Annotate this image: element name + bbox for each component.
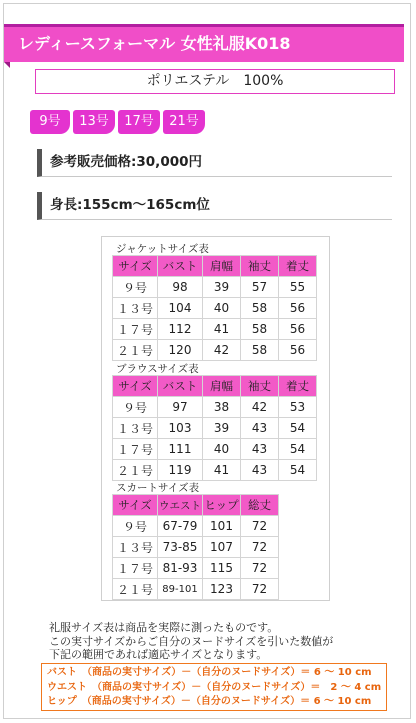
table-cell: 115 xyxy=(203,558,241,579)
table-cell: 72 xyxy=(241,579,279,600)
size-tab-13[interactable]: 13号 xyxy=(73,110,115,134)
table-header: ウエスト xyxy=(158,495,203,516)
table-header: ヒップ xyxy=(203,495,241,516)
table-header: 袖丈 xyxy=(241,376,279,397)
table-cell: 57 xyxy=(241,277,279,298)
skirt-table-title: スカートサイズ表 xyxy=(116,482,200,494)
table-cell: 42 xyxy=(203,340,241,361)
size-tab-17[interactable]: 17号 xyxy=(118,110,160,134)
page-title: レディースフォーマル 女性礼服K018 xyxy=(4,24,404,62)
table-cell: 39 xyxy=(203,277,241,298)
table-cell: ９号 xyxy=(113,516,158,537)
table-cell: 56 xyxy=(279,340,317,361)
table-header: 肩幅 xyxy=(203,376,241,397)
table-cell: 55 xyxy=(279,277,317,298)
formula-waist: ウエスト （商品の実寸サイズ）－（自分のヌードサイズ）＝ 2 ～ 4 cm xyxy=(47,681,382,693)
table-cell: 72 xyxy=(241,516,279,537)
table-cell: 41 xyxy=(203,319,241,340)
table-cell: 107 xyxy=(203,537,241,558)
table-cell: ２１号 xyxy=(113,579,158,600)
jacket-size-table xyxy=(112,255,317,361)
table-header: 着丈 xyxy=(279,376,317,397)
table-cell: 39 xyxy=(203,418,241,439)
formula-bust: バスト （商品の実寸サイズ）－（自分のヌードサイズ）＝ 6 ～ 10 cm xyxy=(47,667,372,678)
table-cell: ９号 xyxy=(113,277,158,298)
material-info: ポリエステル 100% xyxy=(35,69,395,94)
table-cell: 123 xyxy=(203,579,241,600)
table-cell: 41 xyxy=(203,460,241,481)
table-cell: 103 xyxy=(158,418,203,439)
table-cell: 40 xyxy=(203,439,241,460)
price-label: 参考販売価格:30,000円 xyxy=(37,149,392,177)
table-cell: 54 xyxy=(279,439,317,460)
table-cell: 97 xyxy=(158,397,203,418)
table-cell: ２１号 xyxy=(113,460,158,481)
table-header: 肩幅 xyxy=(203,256,241,277)
jacket-table-title: ジャケットサイズ表 xyxy=(116,243,209,255)
table-cell: 42 xyxy=(241,397,279,418)
size-chart xyxy=(101,236,330,601)
table-cell: 98 xyxy=(158,277,203,298)
table-cell: 54 xyxy=(279,418,317,439)
table-row xyxy=(113,558,279,579)
table-cell: １３号 xyxy=(113,418,158,439)
table-row xyxy=(113,439,317,460)
table-row xyxy=(113,537,279,558)
table-cell: 89-101 xyxy=(158,579,203,600)
table-cell: 56 xyxy=(279,319,317,340)
table-row xyxy=(113,298,317,319)
table-cell: 58 xyxy=(241,298,279,319)
table-header-row xyxy=(113,495,279,516)
table-cell: 43 xyxy=(241,418,279,439)
table-header-row xyxy=(113,376,317,397)
table-row xyxy=(113,397,317,418)
table-cell: 58 xyxy=(241,319,279,340)
note-line: この実寸サイズからご自分のヌードサイズを引いた数値が xyxy=(49,634,334,648)
table-cell: 53 xyxy=(279,397,317,418)
table-cell: 43 xyxy=(241,439,279,460)
table-row xyxy=(113,579,279,600)
table-row xyxy=(113,418,317,439)
table-cell: 101 xyxy=(203,516,241,537)
blouse-table-title: ブラウスサイズ表 xyxy=(116,363,199,375)
table-header: 袖丈 xyxy=(241,256,279,277)
table-cell: 38 xyxy=(203,397,241,418)
table-cell: 104 xyxy=(158,298,203,319)
table-cell: 56 xyxy=(279,298,317,319)
skirt-size-table xyxy=(112,494,279,600)
size-tab-9[interactable]: 9号 xyxy=(30,110,70,134)
table-cell: 72 xyxy=(241,537,279,558)
table-row xyxy=(113,277,317,298)
table-header: バスト xyxy=(158,376,203,397)
table-cell: 67-79 xyxy=(158,516,203,537)
table-cell: 111 xyxy=(158,439,203,460)
note-line: 下記の範囲であれば適応サイズとなります。 xyxy=(49,648,268,661)
title-fold-decoration xyxy=(4,62,10,68)
table-cell: 40 xyxy=(203,298,241,319)
table-cell: １７号 xyxy=(113,439,158,460)
table-cell: 81-93 xyxy=(158,558,203,579)
table-header: 着丈 xyxy=(279,256,317,277)
size-tab-21[interactable]: 21号 xyxy=(163,110,205,134)
blouse-size-table xyxy=(112,375,317,481)
table-cell: 120 xyxy=(158,340,203,361)
table-cell: 43 xyxy=(241,460,279,481)
table-row xyxy=(113,319,317,340)
table-cell: 73-85 xyxy=(158,537,203,558)
table-header-row xyxy=(113,256,317,277)
size-note xyxy=(49,621,333,662)
table-row xyxy=(113,516,279,537)
size-tabs xyxy=(30,110,205,134)
table-header: サイズ xyxy=(113,495,158,516)
table-cell: １７号 xyxy=(113,319,158,340)
table-header: サイズ xyxy=(113,256,158,277)
table-cell: 54 xyxy=(279,460,317,481)
table-cell: １３号 xyxy=(113,298,158,319)
table-cell: 58 xyxy=(241,340,279,361)
table-cell: 112 xyxy=(158,319,203,340)
table-cell: 119 xyxy=(158,460,203,481)
table-cell: １３号 xyxy=(113,537,158,558)
table-row xyxy=(113,460,317,481)
height-label: 身長:155cm～165cm位 xyxy=(37,192,392,220)
table-cell: ２１号 xyxy=(113,340,158,361)
table-header: バスト xyxy=(158,256,203,277)
table-header: 総丈 xyxy=(241,495,279,516)
table-cell: ９号 xyxy=(113,397,158,418)
fit-formula-box xyxy=(41,663,387,711)
note-line: 礼服サイズ表は商品を実際に測ったものです。 xyxy=(49,621,279,634)
formula-hip: ヒップ （商品の実寸サイズ）－（自分のヌードサイズ）＝ 6 ～ 10 cm xyxy=(47,696,372,707)
table-cell: 72 xyxy=(241,558,279,579)
table-cell: １７号 xyxy=(113,558,158,579)
product-frame xyxy=(3,3,411,719)
table-row xyxy=(113,340,317,361)
table-header: サイズ xyxy=(113,376,158,397)
